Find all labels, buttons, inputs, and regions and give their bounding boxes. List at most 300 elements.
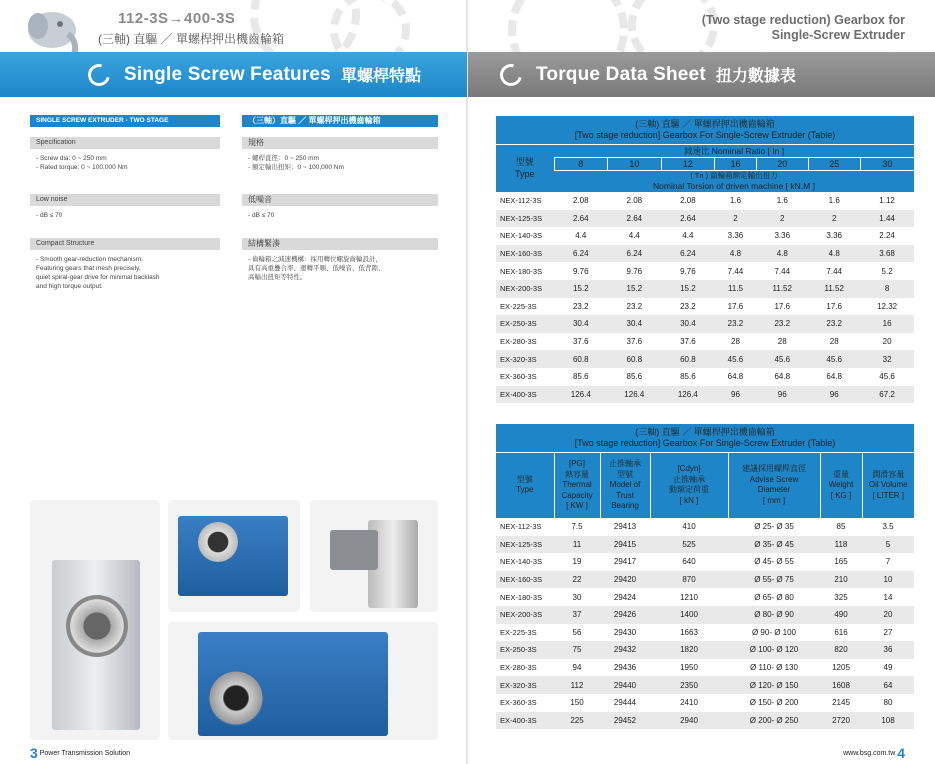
type-header-zh: 型號 xyxy=(515,157,534,168)
spec-cell: 616 xyxy=(834,627,848,637)
bearing-table xyxy=(496,424,914,729)
torque-cell: 37.6 xyxy=(572,337,589,347)
compact-line: - 齒輪箱之減速機構：採用轉位螺旋齒輪設計， xyxy=(248,256,382,263)
torque-cell: 30.4 xyxy=(661,315,715,333)
spec-cell: 29440 xyxy=(600,676,650,694)
model-cell: NEX-180-3S xyxy=(500,592,543,602)
spec-cell: 410 xyxy=(682,522,696,532)
spec-cell: 29452 xyxy=(600,712,650,730)
torque-cell: 64.8 xyxy=(826,372,842,382)
torque-cell: 8 xyxy=(860,280,914,298)
spec-cell: 11 xyxy=(554,536,600,554)
torque-cell: 2.64 xyxy=(554,210,608,228)
torque-cell: 1.12 xyxy=(879,196,895,206)
spec-cell: Ø 55- Ø 75 xyxy=(728,571,820,589)
torque-cell: 3.36 xyxy=(826,231,842,241)
torque-cell: 5.2 xyxy=(881,266,893,276)
compact-line: 具有高重疊合率、運轉平順、低噪音、低背隙、 xyxy=(248,265,385,272)
torque-cell: 45.6 xyxy=(715,350,757,368)
compact-heading: 結構緊湊 xyxy=(242,238,438,250)
spec-cell: 108 xyxy=(862,712,914,730)
torque-cell: 2.08 xyxy=(626,196,643,206)
torque-cell: 11.52 xyxy=(808,280,860,298)
spec-top-bar: （三軸）直驅 ／ 單螺桿押出機齒輪箱 xyxy=(242,115,438,127)
torque-cell: 30.4 xyxy=(608,315,662,333)
column-header-line: [ mm ] xyxy=(762,495,786,505)
spec-cell: 1663 xyxy=(680,627,698,637)
footer-left xyxy=(30,745,130,761)
torque-cell: 15.2 xyxy=(608,280,662,298)
table-row xyxy=(496,298,914,316)
column-header-line: 型號 xyxy=(516,474,533,484)
spec-cell: 27 xyxy=(883,627,893,637)
spec-cell: 10 xyxy=(862,571,914,589)
torque-cell: 4.4 xyxy=(575,231,587,241)
column-header-line: 重量 xyxy=(833,469,849,479)
spec-cell: 165 xyxy=(834,557,848,567)
torque-cell: 126.4 xyxy=(661,386,715,404)
model-cell: NEX-200-3S xyxy=(496,280,554,298)
torque-cell: 45.6 xyxy=(808,350,860,368)
spec-cell: 820 xyxy=(820,641,862,659)
gearbox-photo-side xyxy=(310,500,438,612)
torque-cell: 2 xyxy=(756,210,808,228)
spec-cell: Ø 45- Ø 55 xyxy=(754,557,794,567)
spec-cell: 3.5 xyxy=(882,522,894,532)
spec-line: - 額定輸出扭矩：0 ~ 100,000 Nm xyxy=(248,164,344,171)
torque-banner xyxy=(468,52,935,97)
torque-cell: 3.68 xyxy=(860,245,914,263)
spec-cell: Ø 80- Ø 90 xyxy=(728,606,820,624)
column-header-line: 熱容量 xyxy=(565,469,589,479)
torque-cell: 6.24 xyxy=(554,245,608,263)
torque-cell: 60.8 xyxy=(554,350,608,368)
torsion-header-en: Nominal Torsion of driven machine [ kN.M ] xyxy=(653,181,815,192)
type-header-en: Type xyxy=(514,169,535,180)
spec-cell: 2350 xyxy=(650,676,728,694)
model-cell: EX-250-3S xyxy=(496,641,554,659)
spec-heading: Specification xyxy=(30,137,220,149)
torque-cell: 9.76 xyxy=(680,266,696,276)
torque-cell: 3.36 xyxy=(774,231,791,241)
table-row xyxy=(496,606,914,624)
torque-cell: 4.4 xyxy=(628,231,640,241)
spec-cell: 112 xyxy=(554,676,600,694)
spec-top-bar: SINGLE SCREW EXTRUDER - TWO STAGE xyxy=(30,115,220,127)
spec-cell: 29424 xyxy=(613,592,637,602)
gearbox-photo-large xyxy=(30,500,160,740)
column-header xyxy=(496,452,554,518)
torque-cell: 16 xyxy=(860,315,914,333)
column-header-line: [PG] xyxy=(568,459,585,468)
torque-cell: 85.6 xyxy=(626,372,643,382)
page-number-right: 4 xyxy=(897,745,905,761)
banner-title-zh: 單螺桿特點 xyxy=(340,68,421,85)
torque-cell: 7.44 xyxy=(727,266,744,276)
column-header xyxy=(728,452,820,518)
ratio-cell: 30 xyxy=(860,157,914,170)
torque-cell: 7.44 xyxy=(774,266,791,276)
refresh-icon xyxy=(496,59,526,89)
torque-cell: 28 xyxy=(731,337,740,347)
torsion-header xyxy=(554,170,914,192)
torque-cell: 2.24 xyxy=(879,231,895,241)
table-title-en: [Two stage reduction] Gearbox For Single-Screw Extruder (Table) xyxy=(574,129,836,140)
torque-cell: 2 xyxy=(715,210,757,228)
column-header-line: Type xyxy=(516,485,534,495)
spec-cell: Ø 90- Ø 100 xyxy=(751,627,797,637)
spec-line: - Rated torque: 0 ~ 100,000 Nm xyxy=(36,164,128,171)
column-header-line: Oil Volume xyxy=(868,480,908,489)
torque-cell: 85.6 xyxy=(680,372,696,382)
spec-cell: 870 xyxy=(650,571,728,589)
torque-cell: 11.5 xyxy=(715,280,757,298)
spec-column-zh xyxy=(242,115,438,282)
right-header-line2: Single-Screw Extruder xyxy=(771,28,905,42)
spec-cell: Ø 65- Ø 80 xyxy=(754,592,794,602)
torque-cell: 60.8 xyxy=(661,350,715,368)
spec-cell: 14 xyxy=(883,592,893,602)
spec-heading: 規格 xyxy=(242,137,438,149)
spec-cell: Ø 150- Ø 200 xyxy=(749,698,799,708)
torque-cell: 11.52 xyxy=(756,280,808,298)
model-cell: EX-320-3S xyxy=(496,350,554,368)
spec-cell: 490 xyxy=(820,606,862,624)
torque-cell: 1.6 xyxy=(729,196,742,206)
noise-line: - dB ≤ 70 xyxy=(36,212,63,219)
elephant-logo xyxy=(16,4,88,56)
model-cell: EX-320-3S xyxy=(496,676,554,694)
spec-cell: 29444 xyxy=(613,698,637,708)
torque-cell: 2.08 xyxy=(680,196,696,206)
table-row xyxy=(496,210,914,228)
torque-cell: 96 xyxy=(756,386,808,404)
ratio-cell: 8 xyxy=(554,157,608,170)
model-cell: NEX-112-3S xyxy=(500,196,542,206)
compact-line: - Smooth gear-reduction mechanism: xyxy=(36,256,143,263)
table-row xyxy=(496,571,914,589)
torque-cell: 7.44 xyxy=(826,266,842,276)
table-row xyxy=(496,227,914,245)
torque-cell: 17.6 xyxy=(727,301,744,311)
model-cell: EX-400-3S xyxy=(496,386,554,404)
model-cell: NEX-180-3S xyxy=(500,266,543,276)
model-cell: NEX-125-3S xyxy=(496,210,554,228)
table-row xyxy=(496,350,914,368)
torque-cell: 17.6 xyxy=(826,301,842,311)
column-header-line: Weight xyxy=(828,480,854,489)
torque-cell: 126.4 xyxy=(608,386,662,404)
torque-cell: 6.24 xyxy=(608,245,662,263)
spec-cell: 1205 xyxy=(832,663,850,673)
spec-line: - 螺桿直徑：0 ~ 250 mm xyxy=(248,155,319,162)
gearbox-photo-bottom xyxy=(168,622,438,740)
table-title-en: [Two stage reduction] Gearbox For Single-Screw Extruder (Table) xyxy=(574,437,836,448)
torque-cell: 23.2 xyxy=(756,315,808,333)
torque-cell: 4.8 xyxy=(808,245,860,263)
spec-cell: 1608 xyxy=(820,676,862,694)
torque-cell: 1.6 xyxy=(828,196,840,206)
torque-cell: 37.6 xyxy=(626,337,643,347)
spec-cell: 80 xyxy=(883,698,893,708)
spec-cell: 29415 xyxy=(600,536,650,554)
torque-cell: 64.8 xyxy=(727,372,744,382)
model-cell: EX-360-3S xyxy=(500,698,537,708)
column-header-line: [ KG ] xyxy=(830,490,852,500)
table-title xyxy=(496,424,914,452)
column-header-line: Advise Screw xyxy=(749,474,799,484)
model-cell: EX-280-3S xyxy=(500,337,537,347)
spec-cell: 210 xyxy=(820,571,862,589)
model-cell: EX-280-3S xyxy=(500,663,537,673)
torque-cell: 32 xyxy=(860,350,914,368)
spec-cell: 2940 xyxy=(650,712,728,730)
model-cell: EX-360-3S xyxy=(500,372,537,382)
refresh-icon xyxy=(84,59,114,89)
column-header-line: 建議採用螺桿直徑 xyxy=(742,464,806,474)
torque-cell: 37.6 xyxy=(680,337,696,347)
column-header-line: Model of xyxy=(609,480,641,489)
table-row xyxy=(496,536,914,554)
torque-cell: 96 xyxy=(808,386,860,404)
model-cell: NEX-140-3S xyxy=(500,557,543,567)
torque-cell: 12.32 xyxy=(877,301,898,311)
torque-cell: 28 xyxy=(829,337,839,347)
ratio-cell: 25 xyxy=(808,157,860,170)
column-header-line: Diameter xyxy=(757,485,791,495)
compact-line: and high torque output. xyxy=(36,283,103,290)
torque-cell: 2.64 xyxy=(661,210,715,228)
column-header-line: 型號 xyxy=(617,469,633,479)
ratio-cell: 20 xyxy=(756,157,808,170)
model-cell: NEX-200-3S xyxy=(496,606,554,624)
torque-cell: 9.76 xyxy=(626,266,643,276)
table-row xyxy=(496,694,914,712)
table-row xyxy=(496,712,914,730)
compact-heading: Compact Structure xyxy=(30,238,220,250)
column-header xyxy=(554,452,600,518)
column-header xyxy=(820,452,862,518)
gearbox-photo-top xyxy=(168,500,300,612)
column-header-line: [Cdyn] xyxy=(677,464,701,474)
torque-cell: 60.8 xyxy=(608,350,662,368)
spec-cell: 85 xyxy=(836,522,846,532)
spec-cell: 75 xyxy=(554,641,600,659)
column-header-line: Trust xyxy=(616,490,634,500)
spec-cell: Ø 100- Ø 120 xyxy=(728,641,820,659)
footer-tagline: Power Transmission Solution xyxy=(39,749,131,757)
spec-cell: Ø 110- Ø 130 xyxy=(750,663,798,673)
spec-cell: 225 xyxy=(554,712,600,730)
column-header-line: 動額定荷重 xyxy=(669,485,709,495)
spec-cell: 1950 xyxy=(680,663,698,673)
model-cell: NEX-160-3S xyxy=(496,571,554,589)
left-page xyxy=(0,0,467,764)
ratio-cell: 12 xyxy=(661,157,715,170)
banner-title-zh: 扭力數據表 xyxy=(715,68,796,85)
column-header-line: 潤滑容量 xyxy=(872,469,905,479)
spec-cell: 30 xyxy=(572,592,582,602)
table-row xyxy=(496,641,914,659)
spec-cell: 2410 xyxy=(680,698,698,708)
torque-cell: 3.36 xyxy=(727,231,744,241)
compact-line: Featuring gears that mesh precisely, xyxy=(36,265,141,272)
torque-cell: 1.6 xyxy=(776,196,788,206)
torque-cell: 23.2 xyxy=(572,301,589,311)
torque-cell: 4.8 xyxy=(715,245,757,263)
spec-cell: 150 xyxy=(570,698,584,708)
model-cell: NEX-125-3S xyxy=(496,536,554,554)
torque-cell: 30.4 xyxy=(554,315,608,333)
spec-cell: 37 xyxy=(554,606,600,624)
table-row xyxy=(496,659,914,677)
column-header-line: 止推軸承 xyxy=(673,474,705,484)
spec-cell: Ø 25- Ø 35 xyxy=(754,522,794,532)
torque-cell: 2.64 xyxy=(608,210,662,228)
spec-cell: Ø 200- Ø 250 xyxy=(728,712,820,730)
compact-line: quiet spiral-gear drive for minimal backlash xyxy=(36,274,160,281)
torque-cell: 45.6 xyxy=(879,372,895,382)
table-row xyxy=(496,624,914,642)
spec-cell: 1400 xyxy=(650,606,728,624)
torque-cell: 2 xyxy=(808,210,860,228)
column-header-line: 止推軸承 xyxy=(609,459,641,468)
spec-cell: 64 xyxy=(862,676,914,694)
torque-cell: 9.76 xyxy=(572,266,589,276)
page-number-left: 3 xyxy=(30,745,38,761)
banner-title-en: Single Screw Features xyxy=(124,63,331,85)
table-title-zh: (三軸) 直驅 ／ 單螺桿押出機齒輪箱 xyxy=(635,426,775,437)
spec-cell: 640 xyxy=(682,557,696,567)
spec-cell: 5 xyxy=(862,536,914,554)
torque-cell: 15.2 xyxy=(554,280,608,298)
table-row xyxy=(496,676,914,694)
spec-cell: 22 xyxy=(554,571,600,589)
banner-title-en: Torque Data Sheet xyxy=(536,63,706,85)
noise-heading: 低噪音 xyxy=(242,194,438,206)
spec-cell: 29426 xyxy=(600,606,650,624)
torque-cell: 67.2 xyxy=(860,386,914,404)
column-header xyxy=(600,452,650,518)
table-row xyxy=(496,262,914,280)
torque-cell: 28 xyxy=(777,337,787,347)
model-cell: EX-225-3S xyxy=(500,301,537,311)
ratio-cell: 16 xyxy=(715,157,757,170)
model-cell: EX-400-3S xyxy=(496,712,554,730)
noise-line: - dB ≤ 70 xyxy=(248,212,275,219)
model-cell: NEX-160-3S xyxy=(496,245,554,263)
table-title-zh: (三軸) 直驅 ／ 單螺桿押出機齒輪箱 xyxy=(635,118,775,129)
torque-cell: 20 xyxy=(882,337,892,347)
spec-cell: Ø 120- Ø 150 xyxy=(728,676,820,694)
spec-cell: 118 xyxy=(820,536,862,554)
torque-cell: 23.2 xyxy=(715,315,757,333)
right-header-title xyxy=(702,13,905,43)
column-header-line: Thermal xyxy=(562,480,592,489)
table-row xyxy=(496,518,914,536)
table-row xyxy=(496,192,914,210)
table-row xyxy=(496,553,914,571)
column-header-line: Bearing xyxy=(611,501,639,510)
spec-cell: 1820 xyxy=(650,641,728,659)
torque-cell: 64.8 xyxy=(774,372,791,382)
column-header xyxy=(862,452,914,518)
spec-cell: 29420 xyxy=(600,571,650,589)
torque-cell: 23.2 xyxy=(680,301,696,311)
torque-cell: 96 xyxy=(715,386,757,404)
spec-cell: 29432 xyxy=(600,641,650,659)
spec-cell: 49 xyxy=(883,663,893,673)
spec-cell: 29413 xyxy=(613,522,637,532)
compact-line: 高輸出扭矩等特性。 xyxy=(248,274,307,281)
spec-cell: 20 xyxy=(862,606,914,624)
torque-cell: 126.4 xyxy=(554,386,608,404)
table-row xyxy=(496,588,914,606)
column-header-line: Capacity xyxy=(561,490,593,500)
type-header xyxy=(496,144,554,192)
spec-cell: 29417 xyxy=(613,557,637,567)
torque-cell: 6.24 xyxy=(661,245,715,263)
noise-heading: Low noise xyxy=(30,194,220,206)
table-row xyxy=(496,315,914,333)
ratio-header: 減速比 Nominal Ratio [ In ] xyxy=(554,144,914,157)
footer-right xyxy=(843,745,905,761)
model-cell: EX-225-3S xyxy=(500,627,537,637)
spec-cell: 7 xyxy=(885,557,891,567)
torque-cell: 23.2 xyxy=(808,315,860,333)
torque-cell: 15.2 xyxy=(661,280,715,298)
ratio-row xyxy=(496,157,914,170)
features-banner xyxy=(0,52,467,97)
table-row xyxy=(496,245,914,263)
spec-cell: 19 xyxy=(572,557,582,567)
right-header-line1: (Two stage reduction) Gearbox for xyxy=(701,13,905,27)
model-range-title: 112-3S→400-3S xyxy=(118,10,236,27)
model-cell: NEX-112-3S xyxy=(500,522,542,532)
spec-line: - Screw dia: 0 ~ 250 mm xyxy=(36,155,107,162)
torque-cell: 23.2 xyxy=(626,301,643,311)
spec-cell: 29430 xyxy=(613,627,637,637)
header-subtitle-zh: (三軸) 直驅 ／ 單螺桿押出機齒輪箱 xyxy=(98,32,284,46)
spec-cell: 94 xyxy=(572,663,582,673)
torsion-header-zh: ( Tn ) 齒輪箱額定輸出扭力 xyxy=(690,171,778,181)
spec-cell: 7.5 xyxy=(571,522,583,532)
torque-cell: 45.6 xyxy=(756,350,808,368)
spec-cell: 2145 xyxy=(832,698,850,708)
table-row xyxy=(496,280,914,298)
bearing-table-header xyxy=(496,452,914,518)
torque-cell: 4.8 xyxy=(756,245,808,263)
spec-cell: 29436 xyxy=(613,663,637,673)
torque-cell: 1.44 xyxy=(860,210,914,228)
spec-cell: 325 xyxy=(834,592,848,602)
spec-cell: Ø 35- Ø 45 xyxy=(728,536,820,554)
model-cell: EX-250-3S xyxy=(496,315,554,333)
torque-cell: 85.6 xyxy=(572,372,589,382)
model-cell: NEX-140-3S xyxy=(500,231,543,241)
column-header-line: [ LITER ] xyxy=(872,490,905,500)
spec-cell: 56 xyxy=(572,627,582,637)
spec-column-en xyxy=(30,115,220,291)
spec-cell: 2720 xyxy=(820,712,862,730)
column-header xyxy=(650,452,728,518)
torque-cell: 2.08 xyxy=(572,196,589,206)
table-row xyxy=(496,368,914,386)
table-row xyxy=(496,386,914,404)
torque-table xyxy=(496,116,914,403)
ratio-cell: 10 xyxy=(608,157,662,170)
spec-cell: 525 xyxy=(650,536,728,554)
